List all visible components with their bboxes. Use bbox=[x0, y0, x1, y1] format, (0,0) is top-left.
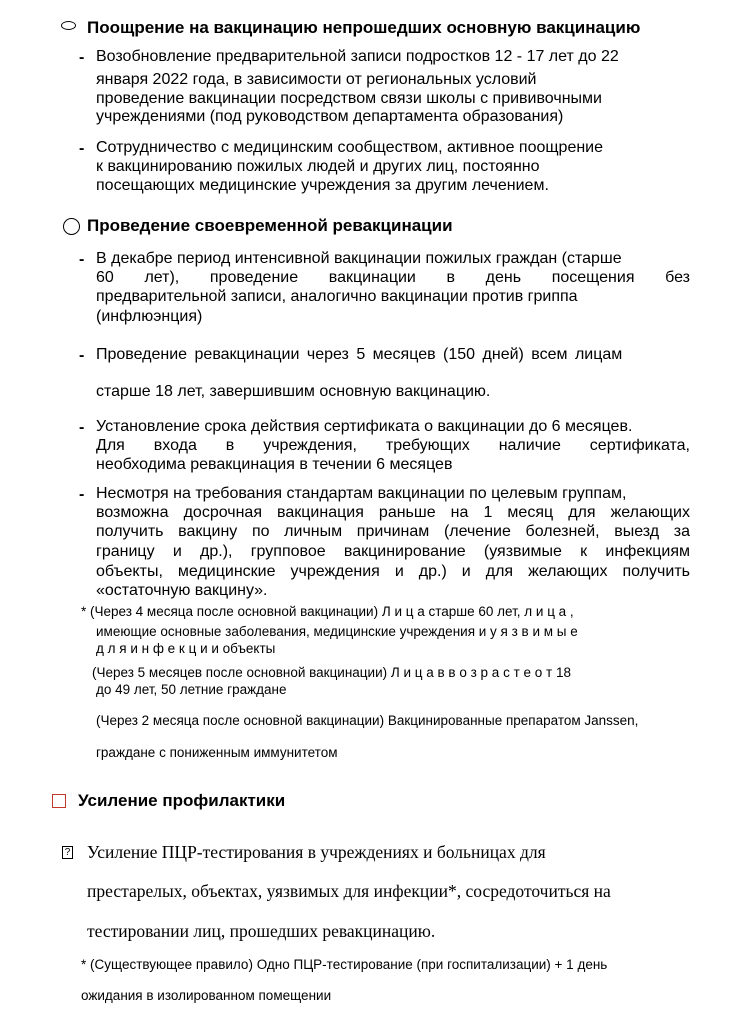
list-item-line: учреждениями (под руководством департамента образования) bbox=[96, 108, 564, 125]
missing-glyph-icon: ? bbox=[62, 846, 73, 859]
section-title: Поощрение на вакцинацию непрошедших основную вакцинацию bbox=[87, 18, 641, 37]
footnote-line: ожидания в изолированном помещении bbox=[81, 988, 332, 1003]
footnote-line: до 49 лет, 50 летние граждане bbox=[96, 682, 287, 697]
square-bullet-icon bbox=[52, 794, 66, 808]
footnote-line: граждане с пониженным иммунитетом bbox=[96, 745, 338, 760]
list-item-line: 60 лет), проведение вакцинации в день посещения без bbox=[96, 269, 690, 286]
list-item-line: границу и др.), групповое вакцинирование (уязвимые к инфекциям bbox=[96, 543, 690, 560]
list-item-line: Сотрудничество с медицинским сообществом, активное поощрение bbox=[96, 139, 604, 156]
dash-bullet: - bbox=[79, 486, 85, 503]
list-item-line: Несмотря на требования стандартам вакцинации по целевым группам, bbox=[96, 485, 627, 502]
list-item-line: В декабре период интенсивной вакцинации пожилых граждан (старше bbox=[96, 250, 622, 267]
list-item-line: необходима ревакцинация в течении 6 месяцев bbox=[96, 456, 453, 473]
dash-bullet: - bbox=[79, 49, 85, 66]
footnote-line: * (Через 4 месяца после основной вакцинации) Л и ц а старше 60 лет, л и ц а , bbox=[81, 604, 574, 619]
list-item-line: Усиление ПЦР-тестирования в учреждениях и больницах для bbox=[87, 842, 546, 862]
dash-bullet: - bbox=[79, 419, 85, 436]
list-item-line: предварительной записи, аналогично вакцинации против гриппа bbox=[96, 288, 578, 305]
footnote-line: (Через 5 месяцев после основной вакцинации) Л и ц а в в о з р а с т е о т 18 bbox=[92, 665, 571, 680]
list-item-line: Установление срока действия сертификата о вакцинации до 6 месяцев. bbox=[96, 418, 633, 435]
section-title: Проведение своевременной ревакцинации bbox=[87, 216, 453, 235]
list-item-line: «остаточную вакцину». bbox=[96, 582, 268, 599]
list-item-line: Для входа в учреждения, требующих наличие сертификата, bbox=[96, 437, 690, 454]
list-item-line: престарелых, объектах, уязвимых для инфекции*, сосредоточиться на bbox=[87, 881, 611, 901]
list-item-line: проведение вакцинации посредством связи школы с прививочными bbox=[96, 90, 602, 107]
open-circle-bullet-icon bbox=[61, 21, 76, 30]
list-item-line: получить вакцину по личным причинам (лечение болезней, выезд за bbox=[96, 523, 690, 540]
section-title: Усиление профилактики bbox=[78, 791, 286, 810]
list-item-line: старше 18 лет, завершившим основную вакцинацию. bbox=[96, 383, 491, 400]
footnote-line: имеющие основные заболевания, медицинские учреждения и у я з в и м ы е bbox=[96, 624, 578, 639]
list-item-line: (инфлюэнция) bbox=[96, 308, 203, 325]
dash-bullet: - bbox=[79, 140, 85, 157]
list-item-line: января 2022 года, в зависимости от региональных условий bbox=[96, 71, 537, 88]
list-item-line: тестировании лиц, прошедших ревакцинацию. bbox=[87, 921, 436, 941]
footnote-line: (Через 2 месяца после основной вакцинации) Вакцинированные препаратом Janssen, bbox=[96, 713, 639, 728]
footnote-line: * (Существующее правило) Одно ПЦР-тестирование (при госпитализации) + 1 день bbox=[81, 957, 608, 972]
list-item-line: Возобновление предварительной записи подростков 12 - 17 лет до 22 bbox=[96, 48, 619, 65]
list-item-line: к вакцинированию пожилых людей и других лиц, постоянно bbox=[96, 158, 540, 175]
dash-bullet: - bbox=[79, 251, 85, 268]
footnote-line: д л я и н ф е к ц и и объекты bbox=[96, 641, 276, 656]
dash-bullet: - bbox=[79, 347, 85, 364]
list-item-line: посещающих медицинские учреждения за другим лечением. bbox=[96, 177, 549, 194]
list-item-line: объекты, медицинские учреждения и др.) и для желающих получить bbox=[96, 563, 690, 580]
list-item-line: Проведение ревакцинации через 5 месяцев (150 дней) всем лицам bbox=[96, 346, 623, 363]
list-item-line: возможна досрочная вакцинация раньше на 1 месяц для желающих bbox=[96, 504, 690, 521]
open-circle-bullet-icon bbox=[63, 218, 80, 235]
